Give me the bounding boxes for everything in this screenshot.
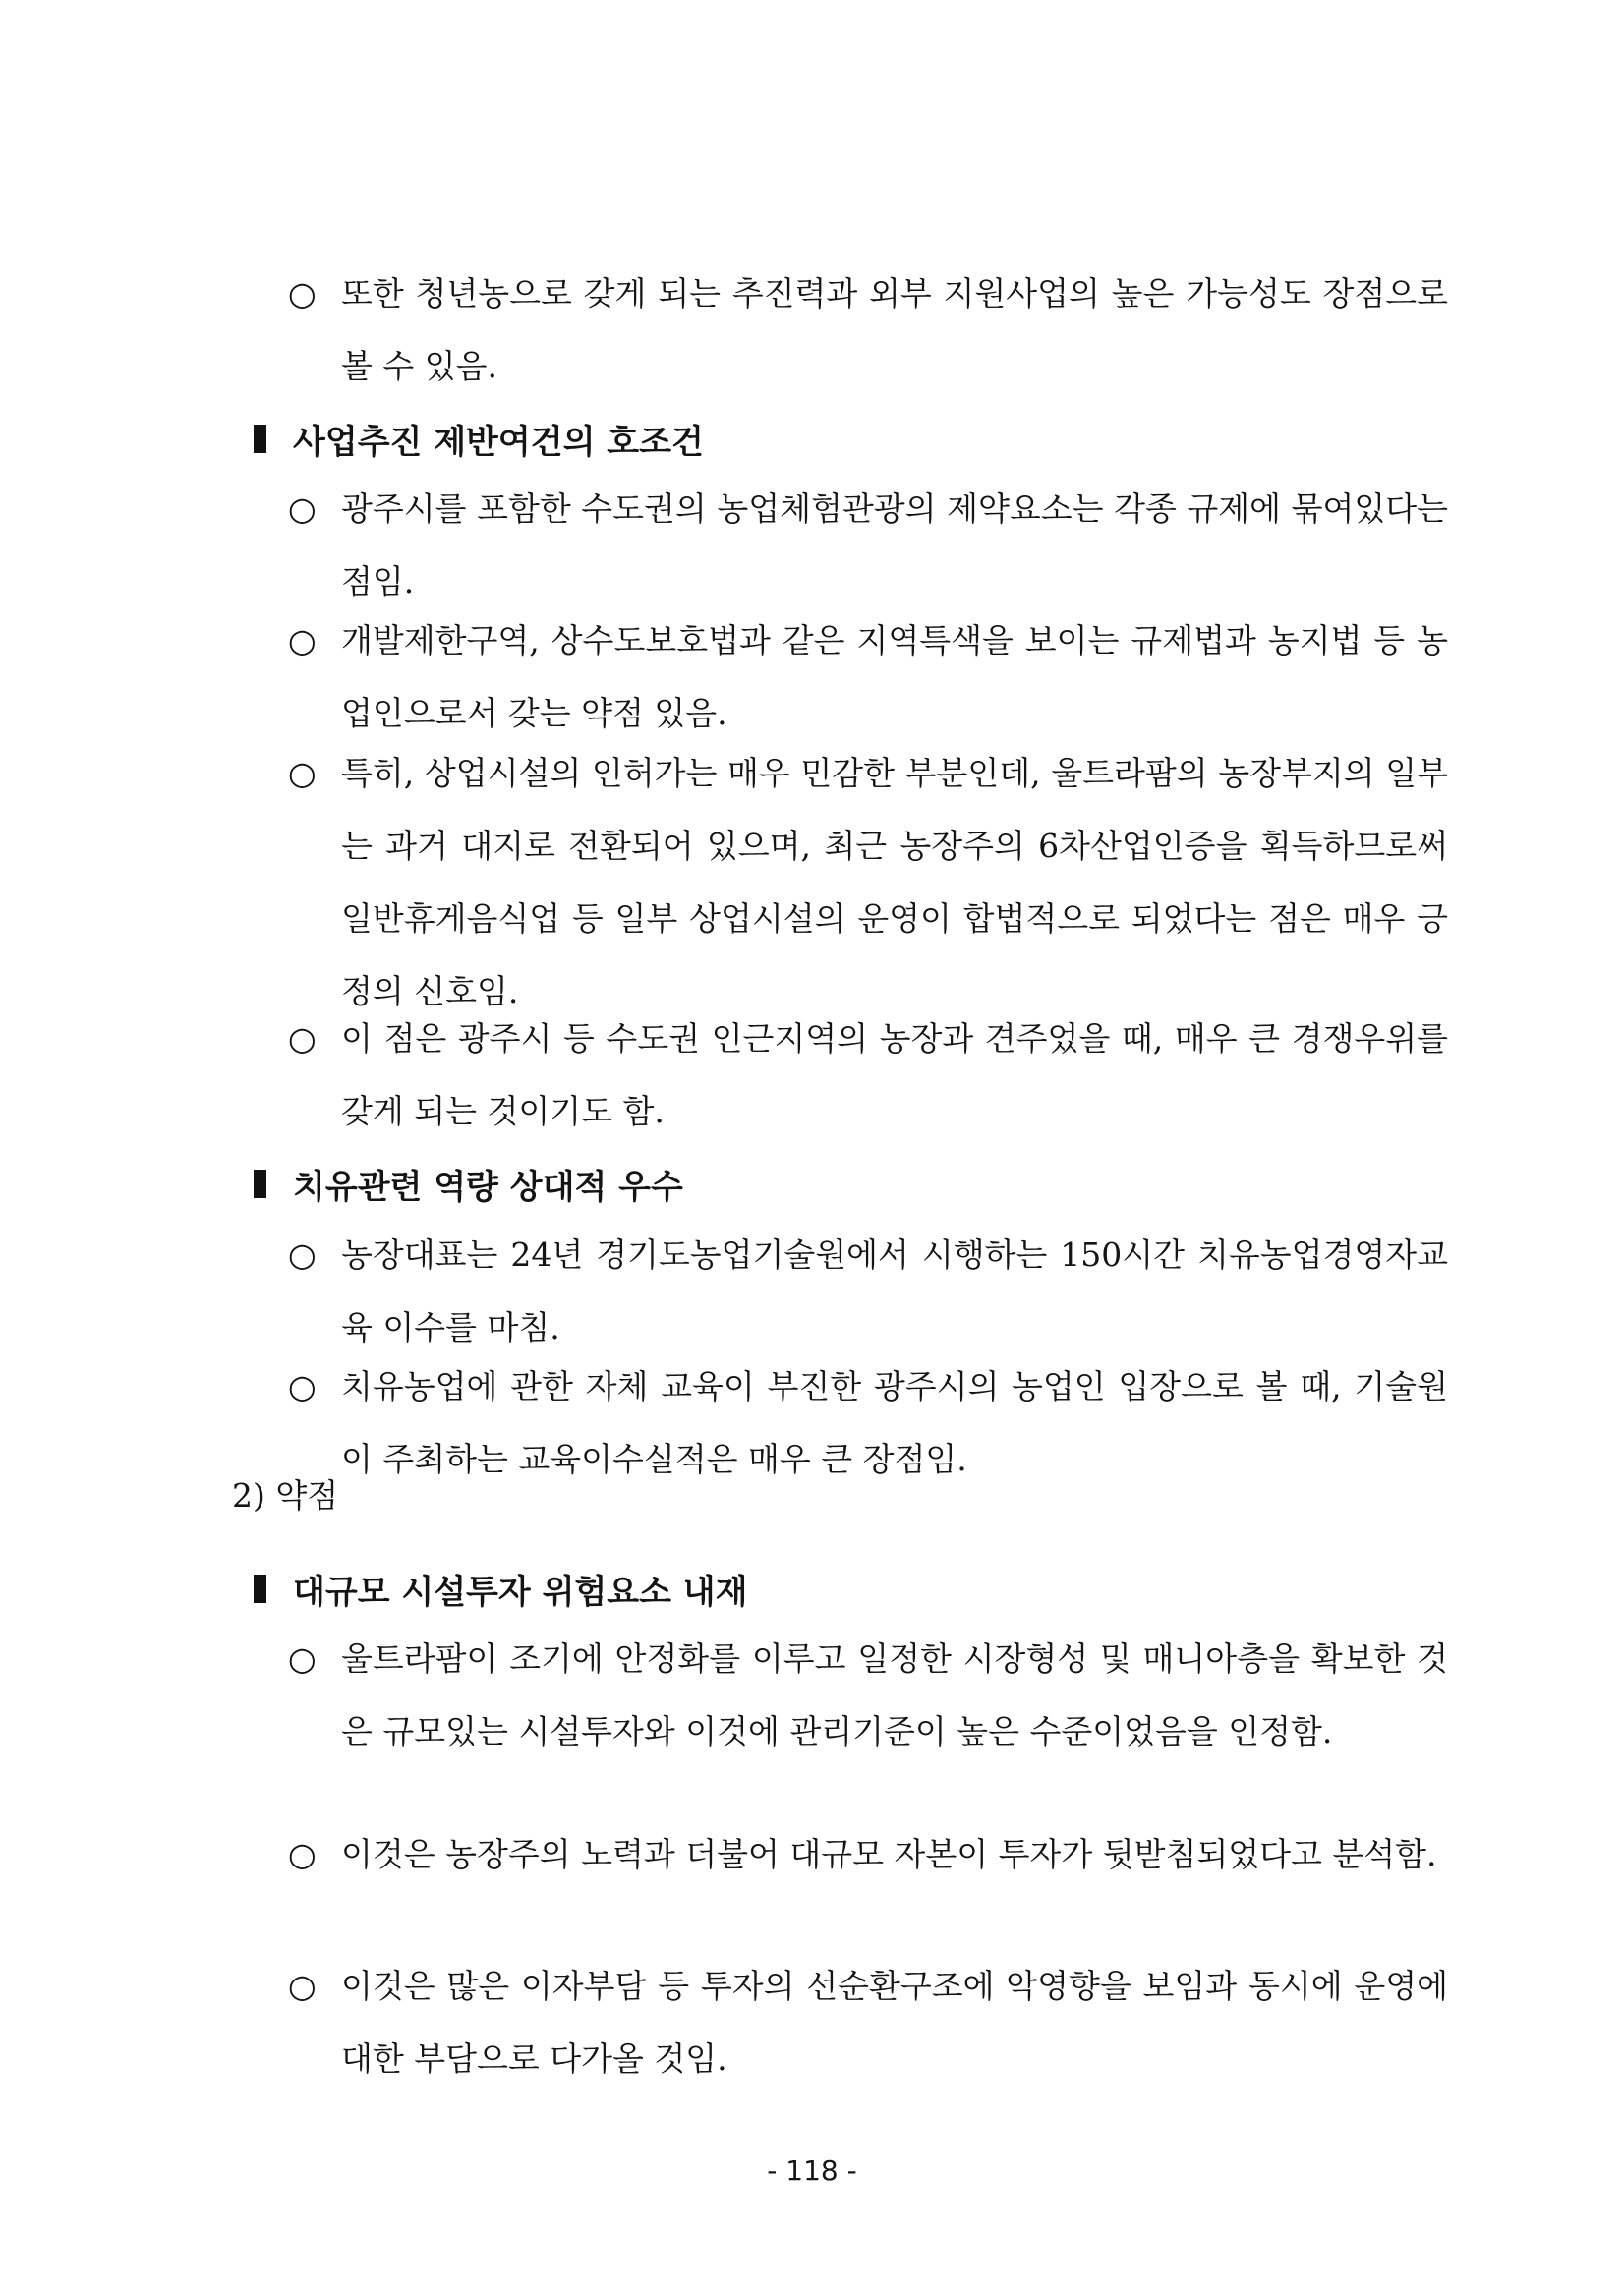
bullet-item — [288, 1623, 1448, 1768]
bullet-item — [288, 1818, 1448, 1891]
bullet-text: 농장대표는 24년 경기도농업기술원에서 시행하는 150시간 치유농업경영자교육 이수를 마침. — [341, 1235, 1448, 1347]
section-heading-label: 사업추진 제반여건의 호조건 — [293, 423, 704, 462]
bullet-text: 이것은 농장주의 노력과 더불어 대규모 자본이 투자가 뒷받침되었다고 분석함. — [341, 1835, 1437, 1873]
circle-bullet-icon: ○ — [288, 1967, 317, 2005]
section-heading-label: 치유관련 역량 상대적 우수 — [293, 1168, 683, 1207]
bullet-text: 광주시를 포함한 수도권의 농업체험관광의 제약요소는 각종 규제에 묶여있다는 점임. — [341, 489, 1448, 601]
circle-bullet-icon: ○ — [288, 1639, 317, 1678]
bullet-item — [288, 1219, 1448, 1364]
heading-marker-icon — [254, 425, 266, 453]
bullet-text: 울트라팜이 조기에 안정화를 이루고 일정한 시장형성 및 매니아층을 확보한 것은 규모있는 시설투자와 이것에 관리기준이 높은 수준이었음을 인정함. — [341, 1639, 1448, 1751]
bullet-text: 또한 청년농으로 갖게 되는 추진력과 외부 지원사업의 높은 가능성도 장점으로 볼 수 있음. — [341, 274, 1448, 385]
heading-marker-icon — [254, 1170, 266, 1198]
circle-bullet-icon: ○ — [288, 1235, 317, 1274]
bullet-item — [288, 737, 1448, 1028]
bullet-text: 이것은 많은 이자부담 등 투자의 선순환구조에 악영향을 보임과 동시에 운영에 대한 부담으로 다가올 것임. — [341, 1967, 1448, 2078]
bullet-text: 이 점은 광주시 등 수도권 인근지역의 농장과 견주었을 때, 매우 큰 경쟁우위를 갖게 되는 것이기도 함. — [341, 1019, 1448, 1130]
bullet-item — [288, 258, 1448, 403]
subsection-title: 2) 약점 — [232, 1476, 339, 1515]
section-heading-label: 대규모 시설투자 위험요소 내재 — [293, 1573, 748, 1612]
heading-marker-icon — [254, 1575, 266, 1603]
circle-bullet-icon: ○ — [288, 1367, 317, 1406]
circle-bullet-icon: ○ — [288, 1835, 317, 1873]
circle-bullet-icon: ○ — [288, 1019, 317, 1058]
bullet-text: 개발제한구역, 상수도보호법과 같은 지역특색을 보이는 규제법과 농지법 등 농업인으로서 갖는 약점 있음. — [341, 621, 1448, 732]
bullet-item — [288, 1003, 1448, 1148]
circle-bullet-icon: ○ — [288, 489, 317, 528]
circle-bullet-icon: ○ — [288, 621, 317, 660]
bullet-text: 특히, 상업시설의 인허가는 매우 민감한 부분인데, 울트라팜의 농장부지의 일부는 과거 대지로 전환되어 있으며, 최근 농장주의 6차산업인증을 획득하므로써 일반휴게음식업 등 일부 상업시설의 운영이 합법적으로 되었다는 점은 매우 긍정의 신호임. — [341, 754, 1448, 1010]
bullet-item — [288, 1950, 1448, 2095]
bullet-text: 치유농업에 관한 자체 교육이 부진한 광주시의 농업인 입장으로 볼 때, 기술원이 주최하는 교육이수실적은 매우 큰 장점임. — [341, 1367, 1448, 1478]
circle-bullet-icon: ○ — [288, 754, 317, 792]
circle-bullet-icon: ○ — [288, 274, 317, 313]
bullet-item — [288, 473, 1448, 618]
page-number: - 118 - — [767, 2154, 857, 2187]
bullet-item — [288, 1350, 1448, 1496]
bullet-item — [288, 604, 1448, 750]
